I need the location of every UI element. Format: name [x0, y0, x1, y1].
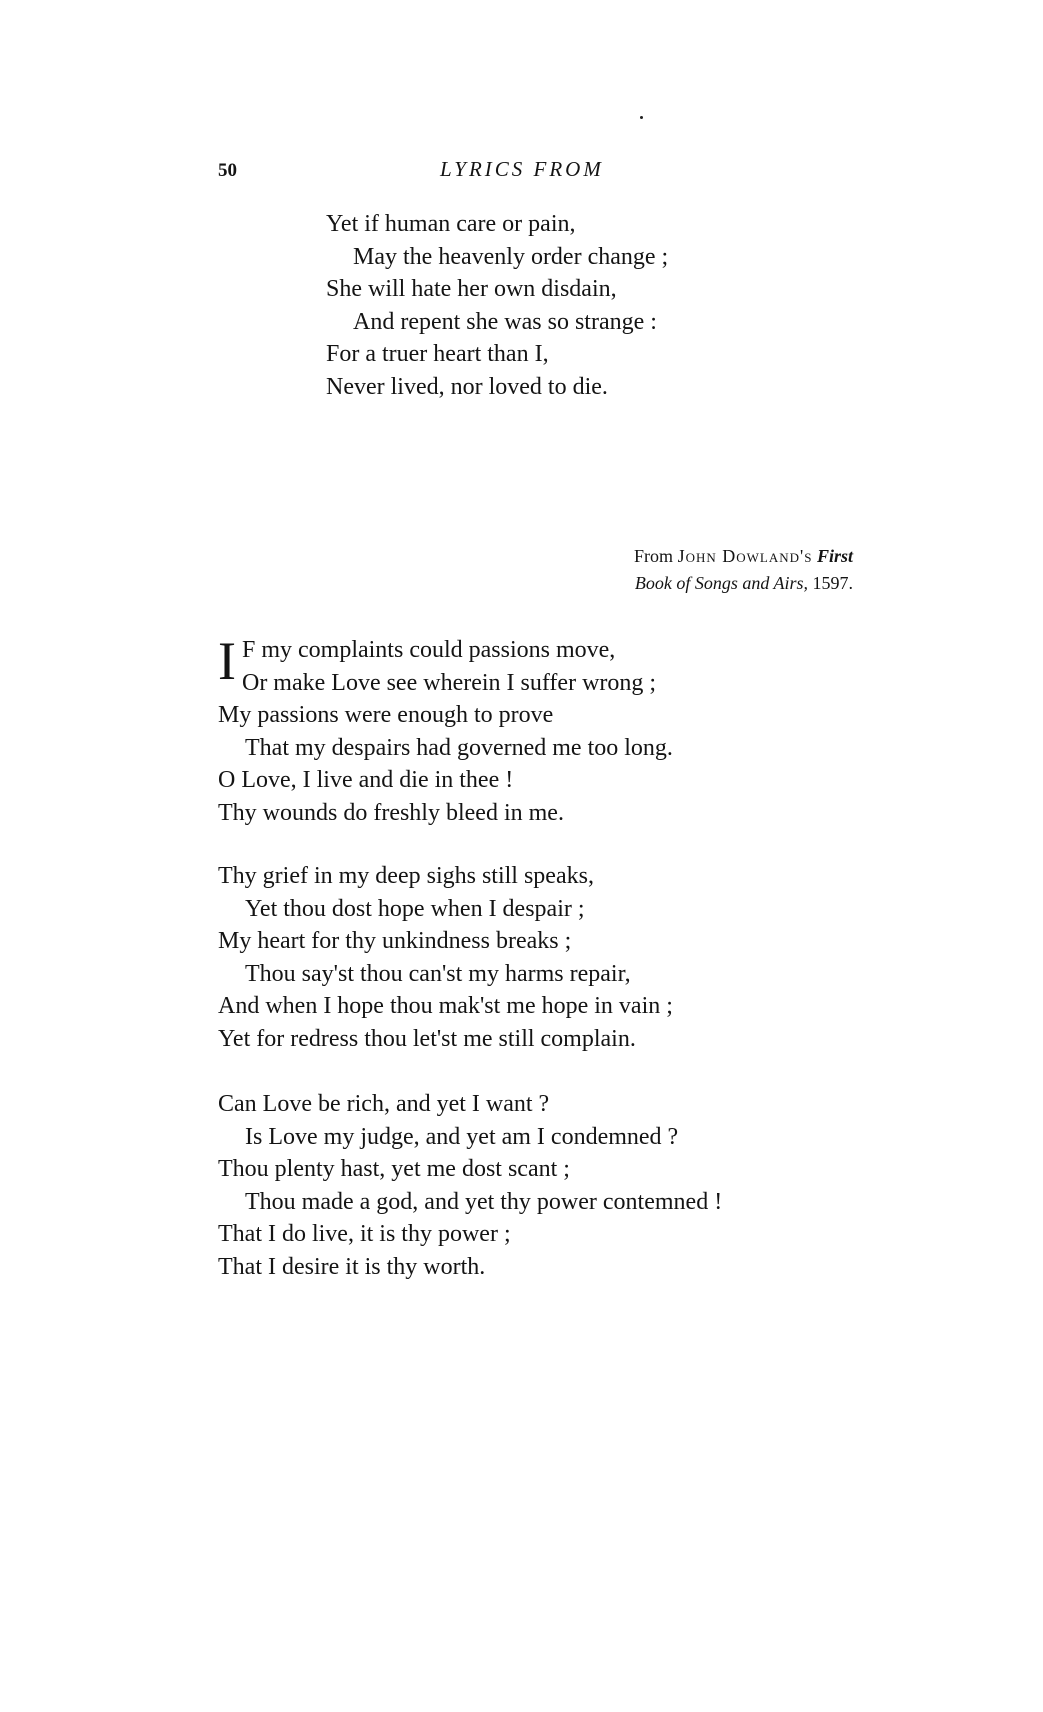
poem-line: Yet if human care or pain, [326, 211, 576, 237]
attribution-author: John Dowland's [677, 546, 813, 566]
attribution-line-1 [634, 543, 853, 570]
poem-line: Is Love my judge, and yet am I condemned ? [245, 1123, 679, 1150]
poem-line: Can Love be rich, and yet I want ? [218, 1091, 550, 1117]
poem-line: Thy wounds do freshly bleed in me. [218, 799, 564, 826]
attribution-work-start: First [816, 546, 853, 566]
poem-stanza-1 [218, 631, 673, 829]
poem-line: Thou say'st thou can'st my harms repair, [245, 960, 631, 987]
running-title: LYRICS FROM [440, 157, 604, 181]
poem-line: My passions were enough to prove [218, 702, 554, 728]
poem-line: For a truer heart than I, [326, 341, 549, 367]
poem-line: Thou plenty hast, yet me dost scant ; [218, 1156, 570, 1182]
poem-line: That I do live, it is thy power ; [218, 1221, 511, 1247]
poem-line: Yet thou dost hope when I despair ; [245, 895, 585, 922]
poem-line: That my despairs had governed me too long. [245, 734, 673, 761]
poem-line-text: F my complaints could passions move, [241, 637, 616, 663]
poem-line: Yet for redress thou let'st me still complain. [218, 1025, 636, 1052]
poem-line: My heart for thy unkindness breaks ; [218, 928, 572, 954]
drop-cap: I [218, 631, 236, 691]
poem-line: Or make Love see wherein I suffer wrong ; [241, 669, 657, 696]
poem-stanza-2 [218, 860, 673, 1055]
attribution-year: 1597. [812, 573, 853, 593]
page-number: 50 [218, 160, 237, 181]
poem-line: She will hate her own disdain, [326, 276, 617, 302]
poem-line: Thy grief in my deep sighs still speaks, [218, 863, 594, 889]
poem-line: O Love, I live and die in thee ! [218, 767, 514, 793]
attribution-work-rest: Book of Songs and Airs, [634, 573, 808, 593]
poem-line: May the heavenly order change ; [353, 243, 669, 270]
poem-line: That I desire it is thy worth. [218, 1253, 486, 1280]
attribution-line-2 [634, 570, 853, 597]
stray-mark [640, 116, 643, 119]
poem-top-stanza [326, 208, 668, 403]
poem-line: And repent she was so strange : [353, 308, 657, 335]
poem-line: Thou made a god, and yet thy power contemned ! [245, 1188, 723, 1215]
poem-line: And when I hope thou mak'st me hope in vain ; [218, 993, 673, 1019]
poem-stanza-3 [218, 1088, 722, 1283]
source-attribution [634, 543, 853, 597]
poem-line: Never lived, nor loved to die. [326, 373, 608, 400]
attribution-from: From [634, 546, 674, 566]
